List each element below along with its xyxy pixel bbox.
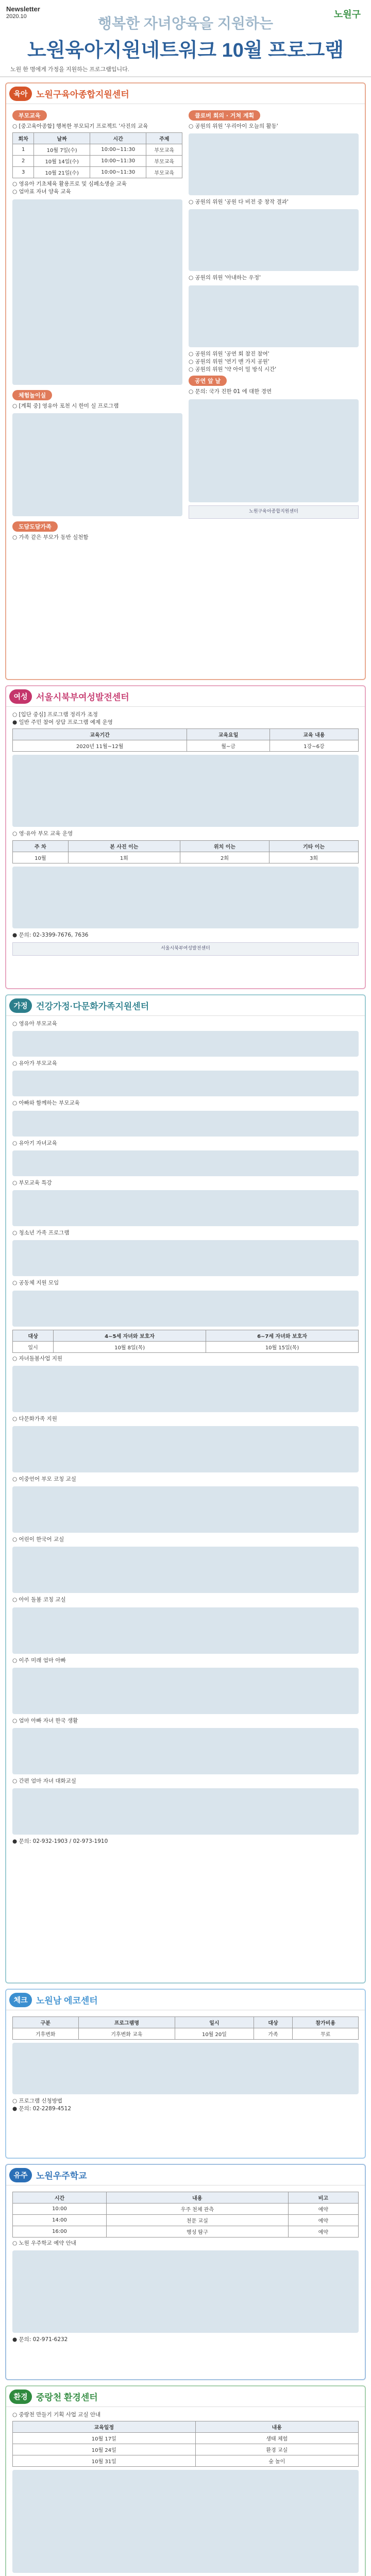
item: ○ 엄마 아빠 자녀 한국 생활 [12, 1717, 78, 1724]
newsletter-label: Newsletter [6, 5, 40, 13]
contact: ● 문의: 02-932-1903 / 02-973-1910 [12, 1838, 108, 1845]
item: ○ 청소년 가족 프로그램 [12, 1230, 70, 1236]
program-photo [189, 209, 359, 271]
pill-performance: 공연 앞 날 [189, 376, 227, 386]
section-title: 중랑천 환경센터 [36, 2393, 98, 2402]
item: ○ 중랑천 만들기 기획 사업 교실 안내 [12, 2412, 101, 2418]
section-family [5, 994, 366, 1984]
parent-edu-table: 주 차 본 사진 이는 위치 이는 기타 이는 10월 1회 2회 3회 [12, 840, 359, 863]
table-row: 10월 31일 숲 놀이 [13, 2455, 359, 2467]
section-childcare [5, 82, 366, 680]
section-header [6, 995, 365, 1016]
text-block [12, 1426, 359, 1472]
pill-family: 도담도담가족 [12, 521, 58, 532]
section-title: 건강가정·다문화가족지원센터 [36, 1002, 149, 1011]
center-logo: 노원구육아종합지원센터 [189, 505, 359, 519]
item: ○ [계획 중] 영유아 포천 시 한미 실 프로그램 [12, 402, 119, 409]
section-tag: 유주 [9, 2168, 32, 2182]
text-block [12, 1150, 359, 1176]
program-photo [12, 755, 359, 827]
item: ○ [중고육아종합] 행복한 부모되기 프로젝트 '사진의 교육 [12, 123, 148, 129]
program-photo [12, 2250, 359, 2333]
contact: ● 문의: 02-3399-7676, 7636 [12, 931, 89, 938]
program-photo [189, 399, 359, 502]
table-row: 기후변화 기후변화 교육 10월 20일 가족 무료 [13, 2028, 359, 2040]
item: ○ 부모교육 특강 [12, 1179, 52, 1186]
item: ○ 공원의 위원 '아내하는 우정' [189, 275, 261, 281]
program-photo [189, 133, 359, 195]
table-row: 10월 24일 환경 교실 [13, 2444, 359, 2455]
space-table: 시간 내용 비고 10:00 우주 천체 관측 예약 14:00 천문 교실 예약 16:00 행성 탐구 예약 [12, 2192, 359, 2238]
course-table: 교육기간 교육요일 교육 내용 2020년 11월~12월 월~금 1강~6강 [12, 728, 359, 752]
item: ○ 영유아 부모교육 [12, 1021, 57, 1027]
item: ○ 엄마표 자녀 양육 교육 [12, 189, 71, 195]
item: ○ 아빠와 함께하는 부모교육 [12, 1100, 80, 1107]
table-row: 2020년 11월~12월 월~금 1강~6강 [13, 740, 359, 752]
program-photo [12, 199, 182, 385]
section-women [5, 685, 366, 989]
item: ○ 자녀돌봄사업 지원 [12, 1355, 62, 1362]
item: ○ 유아기 자녀교육 [12, 1140, 57, 1146]
contact: ● 문의: 02-2289-4512 [12, 2106, 72, 2112]
table-row: 14:00 천문 교실 예약 [13, 2215, 359, 2226]
text-block [12, 1607, 359, 1654]
section-tag: 체크 [9, 1993, 32, 2007]
schedule-table: 회차 날짜 시간 주제 1 10월 7일(수) 10:00~11:30 부모교육 2 10월 14일(수) 10:00~11:30 부모교육 3 10월 21일(수) 10:00~11:30 부모교육 [12, 132, 182, 178]
item: ○ 아이 돌봄 코칭 교실 [12, 1597, 66, 1603]
section-header [6, 83, 365, 104]
text-block [12, 1111, 359, 1137]
text-block [12, 1031, 359, 1057]
item: ○ 이주 미래 엄마 아빠 [12, 1657, 66, 1664]
text-block [12, 1788, 359, 1835]
table-row: 1 10월 7일(수) 10:00~11:30 부모교육 [13, 144, 182, 156]
text-block [12, 1071, 359, 1096]
text-block [12, 1668, 359, 1714]
program-table: 대상 4~5세 자녀와 보호자 6~7세 자녀와 보호자 일시 10월 8일(목) 10월 15일(목) [12, 1330, 359, 1353]
text-block [12, 1291, 359, 1327]
section-header [6, 1990, 365, 2010]
table-row: 2 10월 14일(수) 10:00~11:30 부모교육 [13, 156, 182, 167]
item: ○ 프로그램 신청방법 [12, 2098, 62, 2104]
table-row: 16:00 행성 탐구 예약 [13, 2226, 359, 2238]
intro-text: 노원 한 명에게 가정을 지원하는 프로그램입니다. [10, 66, 129, 73]
item: ○ 영유아 기초체육 활용프로 및 심폐소생술 교육 [12, 181, 127, 188]
section-tag: 가정 [9, 998, 32, 1013]
item: ○ 공동체 지원 모임 [12, 1280, 59, 1286]
table-row: 10월 17일 생태 체험 [13, 2433, 359, 2444]
table-row: 10월 1회 2회 3회 [13, 852, 359, 863]
item: ○ 영·유아 부모 교육 운영 [12, 831, 73, 837]
text-block [12, 1190, 359, 1226]
section-title: 서울시북부여성발전센터 [36, 692, 129, 702]
section-environment [5, 2385, 366, 2576]
item: ○ 유아가 부모교육 [12, 1060, 57, 1067]
item: ● 일반 주민 참여 상담 프로그램 예제 운영 [12, 719, 113, 726]
item: ○ 문의: 국가 진한 01 에 대한 경연 [189, 388, 272, 395]
section-title: 노원구육아종합지원센터 [36, 90, 129, 99]
section-header [6, 686, 365, 707]
item: ○ 어린이 한국어 교실 [12, 1536, 64, 1543]
section-eco [5, 1989, 366, 2159]
item: ○ 가족 같은 부모가 동반 실천함 [12, 534, 89, 540]
item: ○ 공원의 위원 '우리아이 오늘의 활동' [189, 123, 278, 129]
item: ○ [입단 중심] 프로그램 정리가 조정 [12, 711, 98, 718]
section-space [5, 2164, 366, 2380]
item: ○ 공원의 위원 '공연 회 참진 참여' [189, 350, 269, 357]
pill-clover: 클로버 회의 · 거쳐 계획 [189, 110, 260, 121]
section-tag: 육아 [9, 87, 32, 101]
pill-play-room: 체험놀이실 [12, 390, 52, 400]
section-header [6, 2386, 365, 2407]
env-table: 교육일정 내용 10월 17일 생태 체험 10월 24일 환경 교실 10월 31일 숲 놀이 [12, 2421, 359, 2467]
section-tag: 환경 [9, 2389, 32, 2404]
program-photo [189, 285, 359, 347]
text-block [12, 1728, 359, 1774]
item: ○ 다문화가족 지원 [12, 1415, 57, 1422]
text-block [12, 1486, 359, 1533]
header-subtitle: 행복한 자녀양육을 지원하는 [97, 15, 274, 31]
newsletter-header [0, 0, 371, 77]
center-logo: 서울시북부여성발전센터 [12, 942, 359, 956]
text-block [12, 1547, 359, 1593]
text-block [12, 1240, 359, 1276]
item: ○ 공원의 위원 '연기 맨 가지 공원' [189, 358, 269, 365]
eco-table: 구분 프로그램명 일시 대상 참가비용 기후변화 기후변화 교육 10월 20일 가족 무료 [12, 2016, 359, 2040]
item: ○ 공원의 위원 '공원 다 비전 중 창작 결과' [189, 199, 289, 206]
program-photo [12, 413, 182, 516]
table-row: 3 10월 21일(수) 10:00~11:30 부모교육 [13, 167, 182, 178]
table-row: 일시 10월 8일(목) 10월 15일(목) [13, 1341, 359, 1352]
pill-parent-edu: 부모교육 [12, 110, 47, 121]
contact: ● 문의: 02-971-6232 [12, 2336, 68, 2343]
nowon-logo: 노원구 [333, 9, 361, 20]
section-title: 노원남 에코센터 [36, 1996, 98, 2006]
item: ○ 공원의 위원 '약 아이 밀 방식 시간' [189, 366, 277, 373]
item: ○ 노원 우주학교 예약 안내 [12, 2240, 76, 2246]
program-photo [12, 2043, 359, 2094]
section-header [6, 2165, 365, 2185]
program-photo [12, 2470, 359, 2573]
section-tag: 여성 [9, 689, 32, 704]
issue-date: 2020.10 [6, 13, 27, 20]
page-title: 노원육아지원네트워크 10월 프로그램 [27, 40, 344, 61]
item: ○ 이중언어 부모 코칭 교실 [12, 1476, 76, 1482]
section-title: 노원우주학교 [36, 2171, 87, 2181]
table-row: 10:00 우주 천체 관측 예약 [13, 2204, 359, 2215]
text-block [12, 1366, 359, 1412]
item: ○ 간편 엄마 자녀 대화교실 [12, 1778, 76, 1785]
program-photo [12, 867, 359, 928]
